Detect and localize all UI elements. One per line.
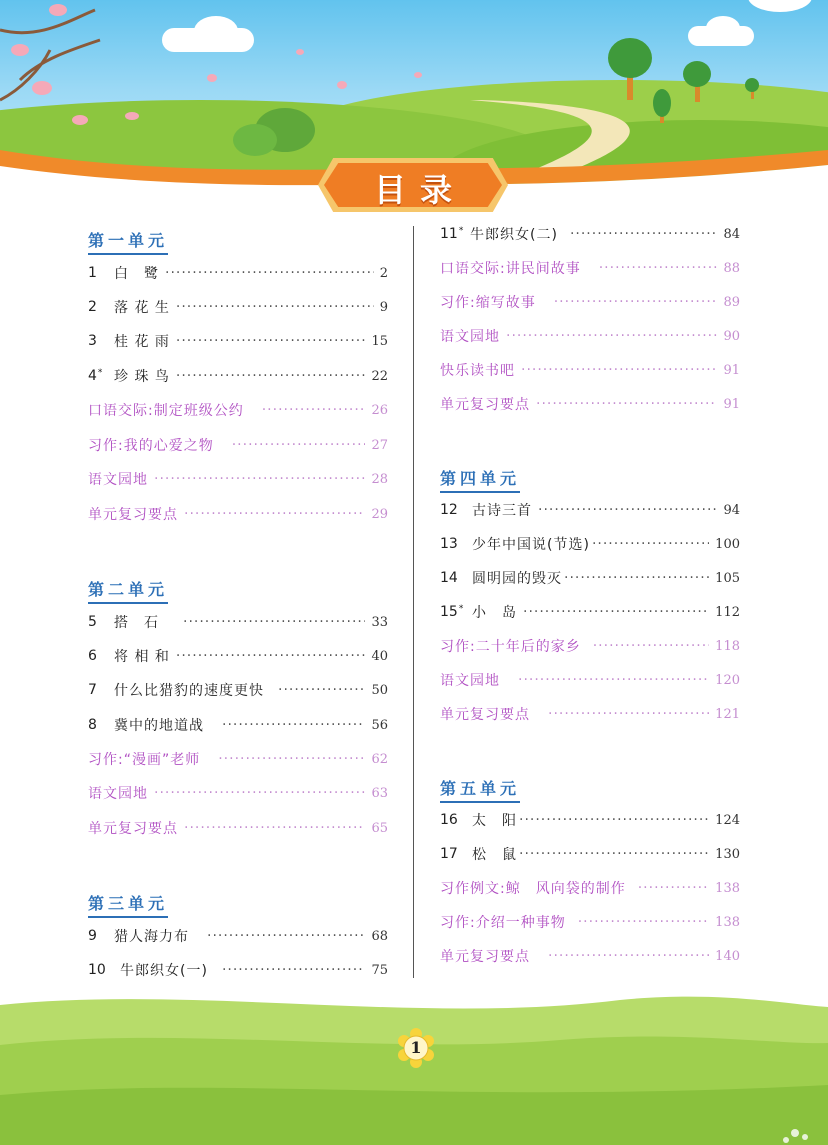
toc-entry[interactable]: 口语交际:制定班级公约 ····· 26 bbox=[88, 400, 388, 420]
toc-entry[interactable]: 习作:介绍一种事物 ····· 138 bbox=[440, 912, 740, 932]
toc-entry[interactable]: 1 白 鹭 ····· 2 bbox=[88, 263, 388, 283]
toc-entry[interactable]: 习作:我的心爱之物 ····· 27 bbox=[88, 435, 388, 455]
toc-entry[interactable]: 口语交际:讲民间故事 ····· 88 bbox=[440, 258, 740, 278]
toc-entry[interactable]: 14 圆明园的毁灭 ····· 105 bbox=[440, 568, 740, 588]
toc-entry[interactable]: 6 将 相 和 ····· 40 bbox=[88, 646, 388, 666]
toc-entry[interactable]: 4* 珍 珠 鸟 ····· 22 bbox=[88, 366, 388, 386]
toc-entry[interactable]: 8 冀中的地道战 ····· 56 bbox=[88, 715, 388, 735]
toc-entry[interactable]: 3 桂 花 雨 ····· 15 bbox=[88, 331, 388, 351]
toc-entry[interactable]: 快乐读书吧 ····· 91 bbox=[440, 360, 740, 380]
toc-entry[interactable]: 2 落 花 生 ····· 9 bbox=[88, 297, 388, 317]
page-title: 目录 bbox=[373, 171, 466, 209]
unit-heading: 第五单元 bbox=[440, 776, 520, 803]
toc-entry[interactable]: 语文园地 ····· 120 bbox=[440, 670, 740, 690]
toc-entry[interactable]: 16 太 阳 ····· 124 bbox=[440, 810, 740, 830]
toc-entry[interactable]: 10 牛郎织女(一) ····· 75 bbox=[88, 960, 388, 980]
toc-entry[interactable]: 单元复习要点 ····· 29 bbox=[88, 504, 388, 524]
toc-entry[interactable]: 单元复习要点 ····· 121 bbox=[440, 704, 740, 724]
toc-entry[interactable]: 9 猎人海力布 ····· 68 bbox=[88, 926, 388, 946]
page-number-badge bbox=[396, 1028, 436, 1068]
page-number: 1 bbox=[410, 1038, 422, 1057]
toc-entry[interactable]: 7 什么比猎豹的速度更快 ····· 50 bbox=[88, 680, 388, 700]
toc-entry[interactable]: 单元复习要点 ····· 140 bbox=[440, 946, 740, 966]
unit-heading: 第三单元 bbox=[88, 891, 168, 918]
toc-entry[interactable]: 15* 小 岛 ····· 112 bbox=[440, 602, 740, 622]
toc-entry[interactable]: 习作:“漫画”老师 ····· 62 bbox=[88, 749, 388, 769]
toc-entry[interactable]: 语文园地 ····· 63 bbox=[88, 783, 388, 803]
toc-entry[interactable]: 单元复习要点 ····· 65 bbox=[88, 818, 388, 838]
toc-entry[interactable]: 习作例文:鲸 风向袋的制作 ····· 138 bbox=[440, 878, 740, 898]
toc-entry[interactable]: 17 松 鼠 ····· 130 bbox=[440, 844, 740, 864]
toc-title-plaque bbox=[318, 158, 508, 212]
toc-entry[interactable]: 5 搭 石 ····· 33 bbox=[88, 612, 388, 632]
toc-entry[interactable]: 12 古诗三首 ····· 94 bbox=[440, 500, 740, 520]
toc-entry[interactable]: 语文园地 ····· 28 bbox=[88, 469, 388, 489]
toc-entry[interactable]: 单元复习要点 ····· 91 bbox=[440, 394, 740, 414]
unit-heading: 第二单元 bbox=[88, 577, 168, 604]
toc-entry[interactable]: 语文园地 ····· 90 bbox=[440, 326, 740, 346]
toc-entry[interactable]: 11* 牛郎织女(二) ····· 84 bbox=[440, 224, 740, 244]
unit-heading: 第一单元 bbox=[88, 228, 168, 255]
unit-heading: 第四单元 bbox=[440, 466, 520, 493]
toc-entry[interactable]: 13 少年中国说(节选) ····· 100 bbox=[440, 534, 740, 554]
column-divider bbox=[413, 226, 414, 978]
toc-entry[interactable]: 习作:缩写故事 ····· 89 bbox=[440, 292, 740, 312]
toc-entry[interactable]: 习作:二十年后的家乡 ····· 118 bbox=[440, 636, 740, 656]
